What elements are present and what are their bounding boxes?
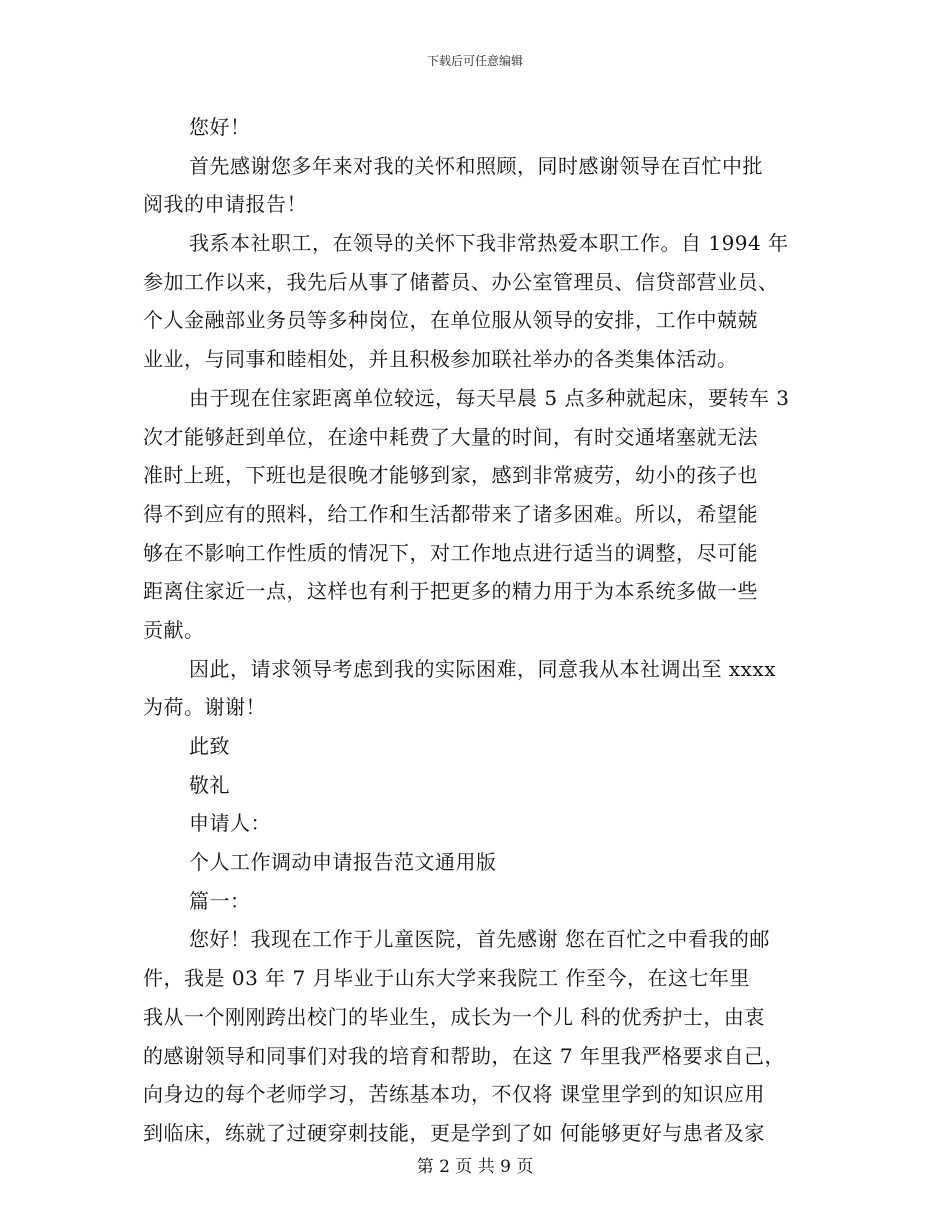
text-line: 篇一： (189, 888, 251, 913)
text-line: 得不到应有的照料，给工作和生活都带来了诸多困难。所以，希望能 (143, 501, 758, 526)
text-line: 件，我是 03 年 7 月毕业于山东大学来我院工 作至今，在这七年里 (143, 966, 750, 991)
text-line: 到临床，练就了过硬穿刺技能，更是学到了如 何能够更好与患者及家 (143, 1120, 765, 1145)
page-number-footer: 第 2 页 共 9 页 (416, 1157, 534, 1177)
text-line: 我系本社职工，在领导的关怀下我非常热爱本职工作。自 1994 年 (189, 231, 789, 256)
text-line: 为荷。谢谢！ (143, 695, 266, 720)
text-line: 敬礼 (189, 772, 230, 797)
text-line: 因此，请求领导考虑到我的实际困难，同意我从本社调出至 xxxx (189, 656, 776, 681)
text-line: 申请人： (189, 811, 271, 836)
text-line: 个人工作调动申请报告范文通用版 (189, 850, 497, 875)
text-line: 我从一个刚刚跨出校门的毕业生，成长为一个儿 科的优秀护士，由衷 (143, 1004, 765, 1029)
text-line: 个人金融部业务员等多种岗位，在单位服从领导的安排，工作中兢兢 (143, 308, 758, 333)
text-line: 阅我的申请报告！ (143, 192, 307, 217)
text-line: 次才能够赶到单位，在途中耗费了大量的时间，有时交通堵塞就无法 (143, 424, 758, 449)
text-line: 准时上班，下班也是很晚才能够到家，感到非常疲劳，幼小的孩子也 (143, 463, 758, 488)
text-line: 此致 (189, 734, 230, 758)
text-line: 业业，与同事和睦相处，并且积极参加联社举办的各类集体活动。 (143, 347, 738, 372)
text-line: 的感谢领导和同事们对我的培育和帮助，在这 7 年里我严格要求自己， (143, 1043, 785, 1068)
text-line: 向身边的每个老师学习，苦练基本功，不仅将 课堂里学到的知识应用 (143, 1082, 765, 1107)
text-line: 距离住家近一点，这样也有利于把更多的精力用于为本系统多做一些 (143, 579, 758, 604)
page-header: 下载后可任意编辑 (426, 54, 523, 68)
text-line: 由于现在住家距离单位较远，每天早晨 5 点多种就起床，要转车 3 (189, 385, 790, 410)
text-line: 参加工作以来，我先后从事了储蓄员、办公室管理员、信贷部营业员、 (143, 269, 779, 294)
text-line: 贡献。 (143, 617, 205, 642)
text-line: 您好！ (189, 115, 251, 139)
text-line: 您好！我现在工作于儿童医院，首先感谢 您在百忙之中看我的邮 (189, 927, 770, 952)
text-line: 首先感谢您多年来对我的关怀和照顾，同时感谢领导在百忙中批 (189, 153, 763, 178)
document-body (143, 108, 813, 1153)
text-line: 够在不影响工作性质的情况下，对工作地点进行适当的调整，尽可能 (143, 540, 758, 565)
